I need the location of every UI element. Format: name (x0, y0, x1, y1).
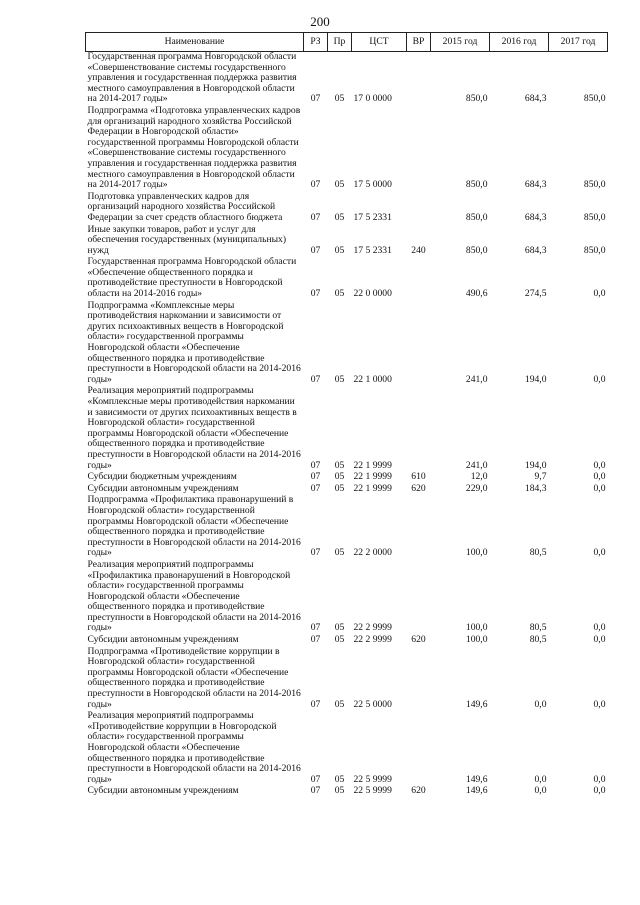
row-pr: 05 (334, 698, 345, 710)
row-2015: 241,0 (465, 373, 488, 385)
row-2015: 100,0 (465, 547, 488, 559)
row-2016: 684,3 (524, 211, 547, 223)
row-2015: 850,0 (465, 211, 488, 223)
row-vr: 620 (411, 785, 426, 797)
row-pr: 05 (334, 288, 345, 300)
row-2015: 149,6 (465, 785, 488, 797)
row-rz: 07 (310, 373, 321, 385)
row-2016: 684,3 (524, 244, 547, 256)
row-2015: 229,0 (465, 482, 488, 494)
row-2016: 80,5 (529, 634, 547, 646)
row-vr (407, 106, 431, 192)
row-2017: 0,0 (593, 459, 606, 471)
row-cst: 17 5 2331 (353, 244, 392, 256)
row-2016: 684,3 (524, 179, 547, 191)
row-cst: 22 2 9999 (353, 634, 392, 646)
row-rz: 07 (310, 211, 321, 223)
header-2016: 2016 год (490, 33, 549, 52)
row-2015: 850,0 (465, 93, 488, 105)
row-pr: 05 (334, 547, 345, 559)
header-2015: 2015 год (431, 33, 490, 52)
row-name: Субсидии автономным учреждениям (87, 634, 239, 646)
row-vr (407, 711, 431, 786)
row-vr (407, 301, 431, 387)
row-pr: 05 (334, 785, 345, 797)
row-vr (407, 386, 431, 472)
row-cst: 22 5 9999 (353, 773, 392, 785)
row-rz: 07 (310, 288, 321, 300)
row-rz: 07 (310, 244, 321, 256)
table-row (86, 635, 608, 647)
row-2017: 850,0 (583, 93, 606, 105)
row-name: Подпрограмма «Подготовка управленческих кадров для организаций народного хозяйства Российской Федерации в Новгородской области» государственной программы Новгородской области «Совершенствование системы государственного управления и государственная поддержка развития местного самоуправления в Новгородской области на 2014-2017 годы» (87, 104, 301, 191)
table-row (86, 301, 608, 387)
row-2015: 850,0 (465, 179, 488, 191)
row-vr (407, 257, 431, 300)
row-name: Государственная программа Новгородской области «Обеспечение общественного порядка и противодействие преступности в Новгородской области на 2014-2016 годы» (87, 256, 297, 300)
row-cst: 22 5 0000 (353, 698, 392, 710)
row-2016: 194,0 (524, 373, 547, 385)
row-2017: 0,0 (593, 288, 606, 300)
row-name: Подготовка управленческих кадров для организаций народного хозяйства Российской Федерации за счет средств областного бюджета (87, 190, 283, 223)
row-2016: 184,3 (524, 482, 547, 494)
row-vr (407, 560, 431, 635)
row-cst: 22 1 9999 (353, 459, 392, 471)
row-pr: 05 (334, 179, 345, 191)
row-name: Подпрограмма «Противодействие коррупции в Новгородской области» государственной программы Новгородской области «Обеспечение общественного порядка и противодействие преступности в Новгородской области на 2014-2016 годы» (87, 645, 301, 710)
row-2017: 0,0 (593, 373, 606, 385)
row-name: Подпрограмма «Профилактика правонарушений в Новгородской области» государственной программы Новгородской области «Обеспечение общественного порядка и противодействие преступности в Новгородской области на 2014-2016 годы» (87, 494, 301, 559)
row-pr: 05 (334, 211, 345, 223)
row-rz: 07 (310, 471, 321, 483)
row-cst: 22 1 9999 (353, 482, 392, 494)
row-vr (407, 192, 431, 225)
row-rz: 07 (310, 785, 321, 797)
row-cst: 22 1 0000 (353, 373, 392, 385)
row-name: Субсидии автономным учреждениям (87, 482, 239, 494)
row-2015: 100,0 (465, 634, 488, 646)
table-row (86, 560, 608, 635)
row-2016: 0,0 (534, 785, 547, 797)
row-vr (407, 495, 431, 560)
row-vr: 620 (411, 634, 426, 646)
row-2016: 80,5 (529, 622, 547, 634)
row-2016: 9,7 (534, 471, 547, 483)
table-row (86, 495, 608, 560)
table-row (86, 106, 608, 192)
row-pr: 05 (334, 459, 345, 471)
row-2017: 0,0 (593, 773, 606, 785)
row-2015: 850,0 (465, 244, 488, 256)
table-row (86, 52, 608, 106)
row-name: Государственная программа Новгородской области «Совершенствование системы государственного управления и государственная поддержка развития местного самоуправления в Новгородской области на 2014-2017 годы» (87, 51, 297, 105)
table-row (86, 257, 608, 300)
row-pr: 05 (334, 471, 345, 483)
row-cst: 17 5 2331 (353, 211, 392, 223)
row-2015: 149,6 (465, 773, 488, 785)
row-2016: 684,3 (524, 93, 547, 105)
row-2017: 850,0 (583, 211, 606, 223)
row-2017: 0,0 (593, 634, 606, 646)
table-row (86, 711, 608, 786)
budget-table (85, 32, 608, 798)
row-2016: 80,5 (529, 547, 547, 559)
row-2016: 0,0 (534, 773, 547, 785)
header-2017: 2017 год (549, 33, 608, 52)
row-rz: 07 (310, 773, 321, 785)
row-2017: 0,0 (593, 547, 606, 559)
row-2015: 149,6 (465, 698, 488, 710)
row-pr: 05 (334, 244, 345, 256)
header-rz: РЗ (304, 33, 328, 52)
row-rz: 07 (310, 459, 321, 471)
row-vr (407, 52, 431, 106)
row-cst: 22 5 9999 (353, 785, 392, 797)
table-header (86, 33, 608, 52)
row-rz: 07 (310, 547, 321, 559)
row-2017: 0,0 (593, 471, 606, 483)
table-row (86, 192, 608, 225)
row-2017: 850,0 (583, 179, 606, 191)
table-row (86, 386, 608, 472)
row-vr: 610 (411, 471, 426, 483)
row-2017: 0,0 (593, 698, 606, 710)
row-vr (407, 647, 431, 712)
row-2016: 274,5 (524, 288, 547, 300)
header-cst: ЦСТ (352, 33, 407, 52)
row-rz: 07 (310, 634, 321, 646)
row-pr: 05 (334, 373, 345, 385)
row-cst: 22 2 9999 (353, 622, 392, 634)
row-2017: 0,0 (593, 622, 606, 634)
row-cst: 22 1 9999 (353, 471, 392, 483)
row-2016: 0,0 (534, 698, 547, 710)
row-pr: 05 (334, 773, 345, 785)
row-name: Иные закупки товаров, работ и услуг для обеспечения государственных (муниципальных) нужд (87, 223, 287, 256)
row-name: Субсидии бюджетным учреждениям (87, 471, 237, 483)
row-rz: 07 (310, 698, 321, 710)
row-2015: 12,0 (470, 471, 488, 483)
row-pr: 05 (334, 482, 345, 494)
table-row (86, 647, 608, 712)
row-rz: 07 (310, 482, 321, 494)
row-cst: 17 0 0000 (353, 93, 392, 105)
row-2017: 0,0 (593, 785, 606, 797)
table-row (86, 225, 608, 258)
row-cst: 17 5 0000 (353, 179, 392, 191)
header-pr: Пр (328, 33, 352, 52)
row-cst: 22 0 0000 (353, 288, 392, 300)
row-2016: 194,0 (524, 459, 547, 471)
row-2017: 0,0 (593, 482, 606, 494)
row-name: Реализация мероприятий подпрограммы «Профилактика правонарушений в Новгородской области» государственной программы Новгородской области «Обеспечение общественного порядка и противодействие преступности в Новгородской области на 2014-2016 годы» (87, 558, 301, 634)
row-2015: 100,0 (465, 622, 488, 634)
table-body (86, 52, 608, 798)
row-name: Подпрограмма «Комплексные меры противодействия наркомании и зависимости от других психоактивных веществ в Новгородской области» государственной программы Новгородской области «Обеспечение общественного порядка и противодействие преступности в Новгородской области на 2014-2016 годы» (87, 299, 301, 385)
table-row (86, 472, 608, 484)
page-number: 200 (310, 14, 330, 29)
row-vr: 240 (411, 244, 426, 256)
row-pr: 05 (334, 634, 345, 646)
row-2017: 850,0 (583, 244, 606, 256)
row-pr: 05 (334, 93, 345, 105)
row-rz: 07 (310, 179, 321, 191)
row-name: Реализация мероприятий подпрограммы «Комплексные меры противодействия наркомании и зависимости от других психоактивных веществ в Новгородской области» государственной программы Новгородской области «Обеспечение общественного порядка и противодействие преступности в Новгородской области на 2014-2016 годы» (87, 385, 301, 471)
row-2015: 490,6 (465, 288, 488, 300)
row-rz: 07 (310, 93, 321, 105)
row-pr: 05 (334, 622, 345, 634)
row-cst: 22 2 0000 (353, 547, 392, 559)
table-row (86, 786, 608, 798)
header-name: Наименование (86, 33, 304, 52)
row-name: Реализация мероприятий подпрограммы «Противодействие коррупции в Новгородской области» государственной программы Новгородской области «Обеспечение общественного порядка и противодействие преступности в Новгородской области на 2014-2016 годы» (87, 710, 301, 785)
row-2015: 241,0 (465, 459, 488, 471)
row-vr: 620 (411, 482, 426, 494)
row-name: Субсидии автономным учреждениям (87, 785, 239, 797)
row-rz: 07 (310, 622, 321, 634)
header-vr: ВР (407, 33, 431, 52)
